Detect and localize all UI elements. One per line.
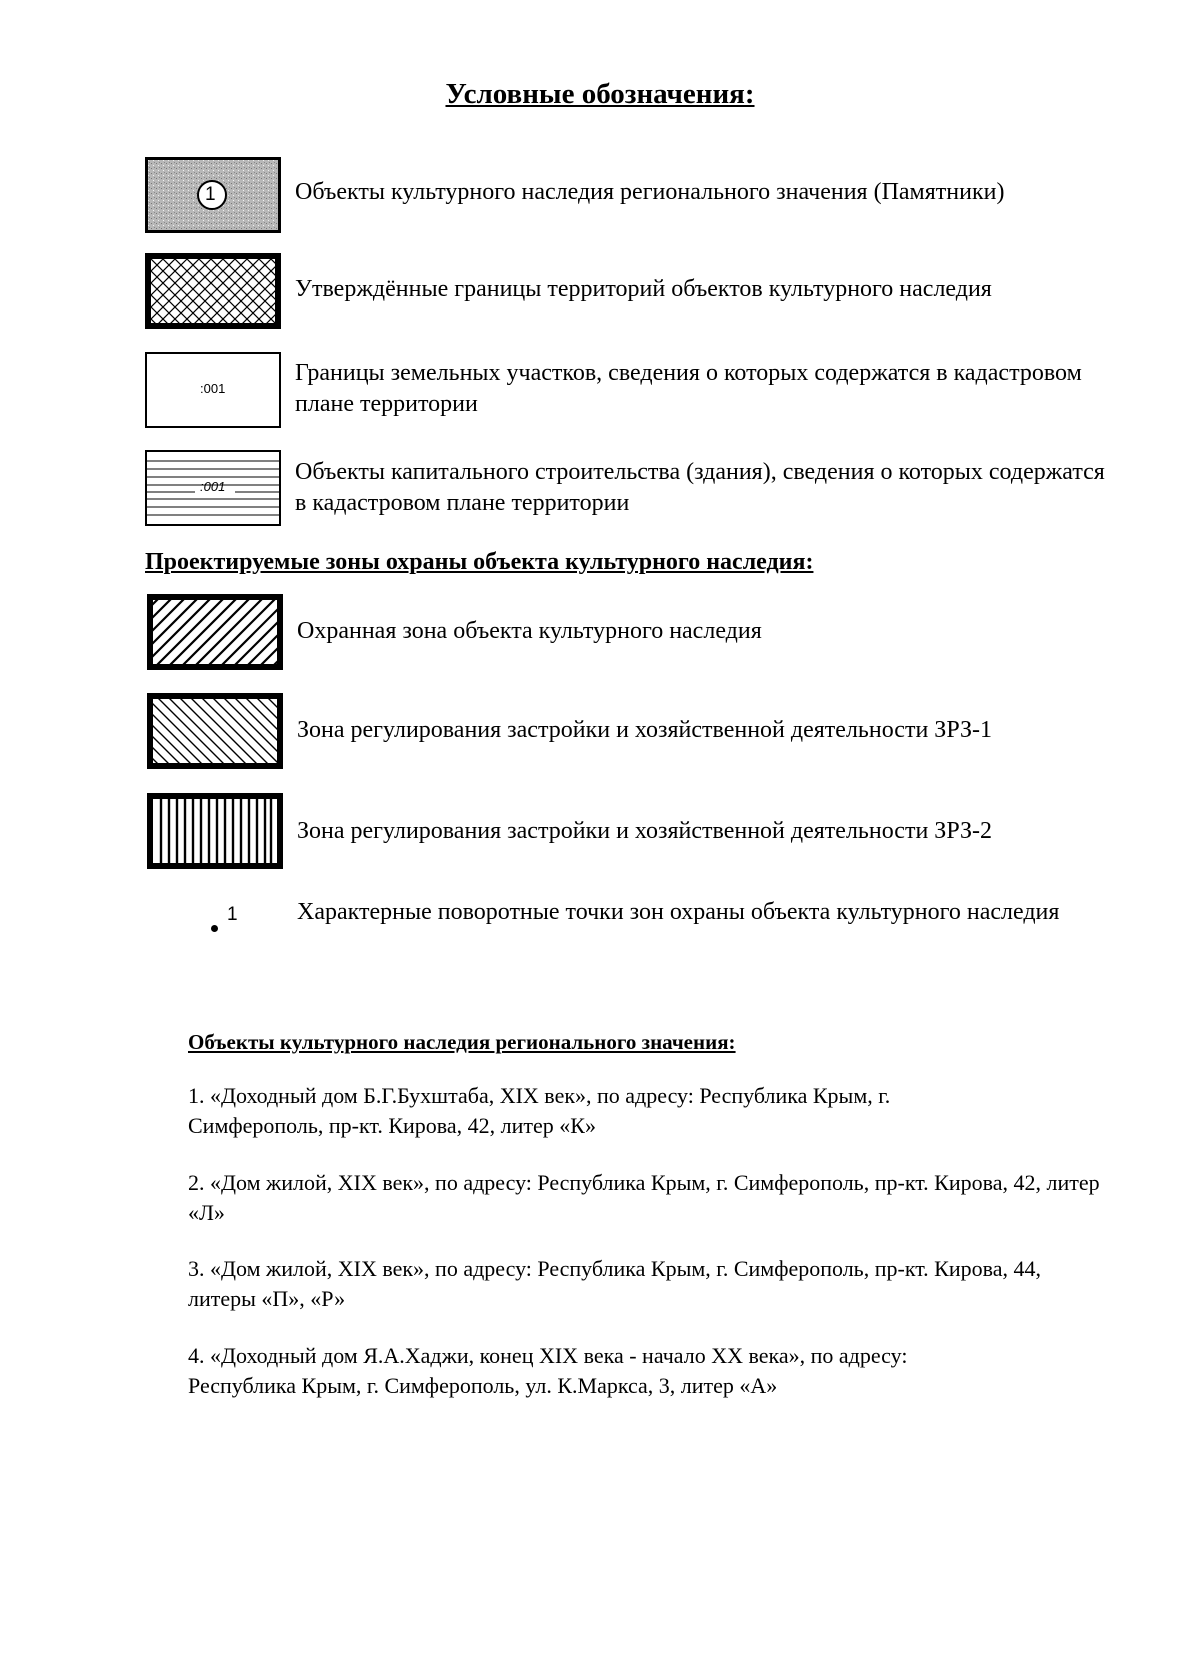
page-title: Условные обозначения: — [445, 78, 755, 110]
legend-monuments-text: Объекты культурного наследия регионального значения (Памятники) — [295, 179, 1005, 205]
zrz1-symbol — [147, 693, 283, 769]
zone-zrz2-text: Зона регулирования застройки и хозяйственной деятельности ЗРЗ-2 — [297, 818, 992, 844]
building-number-label: :001 — [200, 479, 226, 494]
protection-zone-symbol — [147, 594, 283, 670]
zone-protection-text: Охранная зона объекта культурного наследия — [297, 618, 762, 644]
zone-turn-points-text: Характерные поворотные точки зон охраны объекта культурного наследия — [297, 899, 1060, 925]
zrz2-symbol — [147, 793, 283, 869]
turn-point-number-label: 1 — [227, 904, 238, 925]
object-item-4: 4. «Доходный дом Я.А.Хаджи, конец XIX века - начало XX века», по адресу: Республика Крым, г. Симферополь, ул. К.Маркса, 3, литер «А» — [188, 1343, 908, 1398]
legend-approved-borders-text: Утверждённые границы территорий объектов культурного наследия — [295, 276, 992, 302]
objects-section-title: Объекты культурного наследия регионального значения: — [188, 1030, 736, 1054]
legend-buildings-text: Объекты капитального строительства (здания), сведения о которых содержатся в кадастровом плане территории — [295, 459, 1105, 516]
zones-section-title: Проектируемые зоны охраны объекта культурного наследия: — [145, 549, 814, 575]
turn-point-dot — [211, 925, 218, 932]
monument-number-label: 1 — [205, 184, 216, 205]
object-item-1: 1. «Доходный дом Б.Г.Бухштаба, XIX век», по адресу: Республика Крым, г. Симферополь, пр-кт. Кирова, 42, литер «К» — [188, 1083, 891, 1138]
object-item-3: 3. «Дом жилой, XIX век», по адресу: Республика Крым, г. Симферополь, пр-кт. Кирова, 44, литеры «П», «Р» — [188, 1256, 1041, 1311]
legend-land-plots-text: Границы земельных участков, сведения о которых содержатся в кадастровом плане территории — [295, 360, 1082, 417]
crosshatch-symbol — [145, 253, 281, 329]
zone-zrz1-text: Зона регулирования застройки и хозяйственной деятельности ЗРЗ-1 — [297, 717, 992, 743]
object-item-2: 2. «Дом жилой, XIX век», по адресу: Республика Крым, г. Симферополь, пр-кт. Кирова, 42, литер «Л» — [188, 1170, 1100, 1225]
land-plot-number-label: :001 — [200, 381, 226, 396]
